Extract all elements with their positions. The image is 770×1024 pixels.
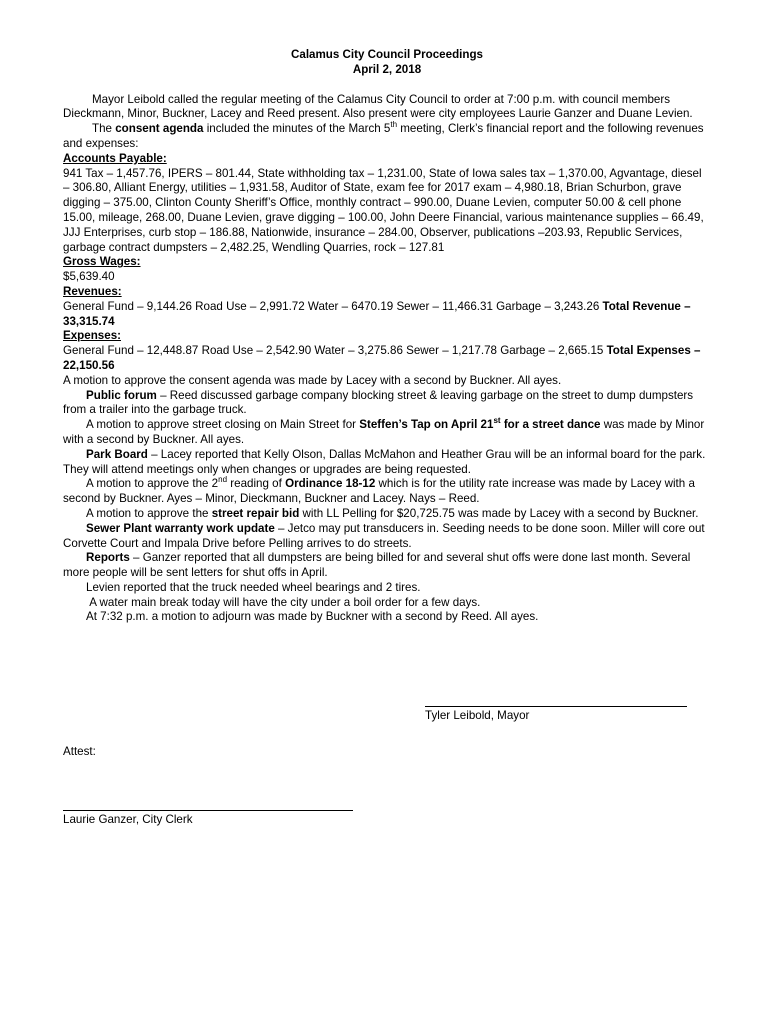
consent-motion: A motion to approve the consent agenda was made by Lacey with a second by Buckner. All ayes.: [63, 373, 562, 387]
park-board-paragraph: Park Board – Lacey reported that Kelly Olson, Dallas McMahon and Heather Grau will be an informal board for the park. They will attend meetings only when changes or upgrades are being requested.: [63, 447, 706, 476]
clerk-name: Laurie Ganzer, City Clerk: [63, 813, 193, 826]
mayor-signature-line: [425, 706, 687, 707]
revenues-list: General Fund – 9,144.26 Road Use – 2,991.72 Water – 6470.19 Sewer – 11,466.31 Garbage – 3,243.26 Total Revenue – 33,315.74: [63, 299, 691, 328]
reports-paragraph: Reports – Ganzer reported that all dumpsters are being billed for and several shut offs were done last month. Several more people will be sent letters for shut offs in April.: [63, 551, 691, 580]
accounts-payable-heading: Accounts Payable:: [63, 151, 167, 165]
mayor-name: Tyler Leibold, Mayor: [425, 709, 530, 722]
attest-label: Attest:: [63, 745, 96, 758]
consent-agenda-label: consent agenda: [115, 122, 204, 136]
intro-paragraph: Mayor Leibold called the regular meeting of the Calamus City Council to order at 7:00 p.m. with council members Dieckmann, Minor, Buckner, Lacey and Reed present. Also present were city employees Laurie Ganzer and Duane Levien.: [63, 92, 693, 121]
consent-agenda-paragraph: The consent agenda included the minutes of the March 5th meeting, Clerk’s financial report and the following revenues and expenses:: [63, 120, 704, 150]
sewer-plant-paragraph: Sewer Plant warranty work update – Jetco may put transducers in. Seeding needs to be done soon. Miller will core out Corvette Court and Impala Drive before Pelling arrives to do streets.: [63, 521, 705, 550]
document-title: Calamus City Council Proceedings: [291, 48, 483, 61]
expenses-heading: Expenses:: [63, 329, 121, 343]
revenues-heading: Revenues:: [63, 284, 122, 298]
meeting-date: April 2, 2018: [352, 62, 422, 76]
adjourn-paragraph: At 7:32 p.m. a motion to adjourn was made by Buckner with a second by Reed. All ayes.: [86, 610, 539, 624]
proceedings-body: [63, 48, 711, 625]
total-revenue: Total Revenue – 33,315.74: [63, 299, 691, 328]
clerk-signature-line: [63, 810, 353, 811]
expenses-list: General Fund – 12,448.87 Road Use – 2,542.90 Water – 3,275.86 Sewer – 1,217.78 Garbage – 2,665.15 Total Expenses – 22,150.56: [63, 344, 701, 372]
clerk-signature-block: [63, 810, 353, 827]
water-main-paragraph: A water main break today will have the city under a boil order for a few days.: [86, 595, 481, 609]
gross-wages-value: $5,639.40: [63, 270, 115, 284]
mayor-signature-block: [425, 706, 687, 723]
gross-wages-heading: Gross Wages:: [63, 255, 141, 269]
truck-paragraph: Levien reported that the truck needed wheel bearings and 2 tires.: [86, 580, 421, 594]
ordinance-paragraph: A motion to approve the 2nd reading of Ordinance 18-12 which is for the utility rate increase was made by Lacey with a second by Buckner. Ayes – Minor, Dieckmann, Buckner and Lacey. Nays – Reed.: [63, 475, 695, 506]
public-forum-paragraph: Public forum – Reed discussed garbage company blocking street & leaving garbage on the street to dump dumpsters from a trailer into the garbage truck.: [63, 388, 694, 417]
street-repair-paragraph: A motion to approve the street repair bid with LL Pelling for $20,725.75 was made by Lacey with a second by Buckner.: [86, 506, 699, 520]
accounts-payable-list: 941 Tax – 1,457.76, IPERS – 801.44, State withholding tax – 1,231.00, State of Iowa sales tax – 1,370.00, Agvantage, diesel – 306.80, Alliant Energy, utilities – 1,931.58, Auditor of State, exam fee for 2017 exam – 4,980.18, Brian Schurbon, grave digging – 375.00, Clinton County Sheriff’s Office, monthly contract – 990.00, Duane Levien, computer 50.00 & cell phone 15.00, mileage, 268.00, Duane Levien, grave digging – 100.00, John Deere Financial, various maintenance supplies – 66.49, JJJ Enterprises, curb stop – 186.88, Nationwide, insurance – 284.00, Observer, publications –203.93, Republic Services, garbage contract dumpsters – 2,482.25, Wendling Quarries, rock – 127.81: [63, 166, 704, 254]
street-closing-paragraph: A motion to approve street closing on Main Street for Steffen’s Tap on April 21st for a street dance was made by Minor with a second by Buckner. All ayes.: [63, 416, 705, 446]
total-expenses: Total Expenses – 22,150.56: [63, 344, 701, 372]
